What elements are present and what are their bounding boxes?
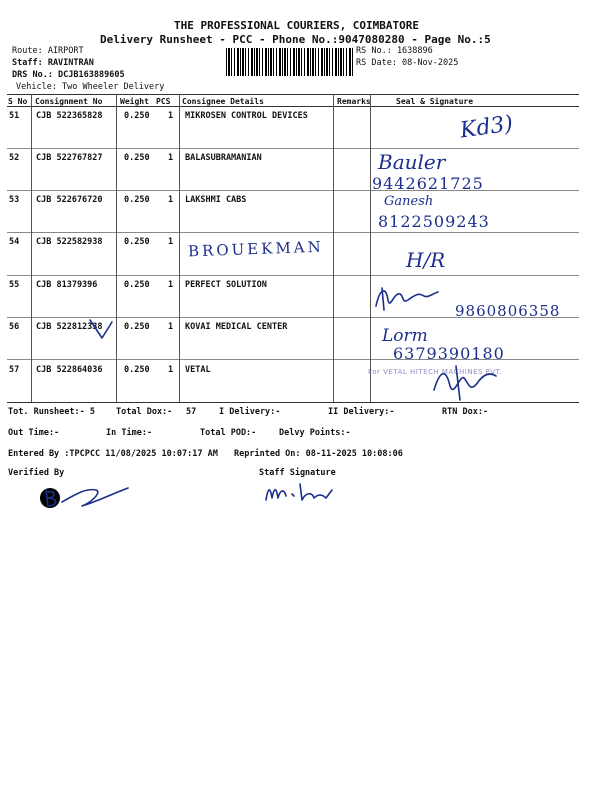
row-weight: 0.250 <box>124 365 150 375</box>
row-consignee: MIKROSEN CONTROL DEVICES <box>185 111 308 121</box>
row-pcs: 1 <box>168 280 174 290</box>
row-weight: 0.250 <box>124 237 150 247</box>
row57-signature <box>430 360 500 404</box>
row55-phone: 9860806358 <box>455 302 561 320</box>
vetal-company-stamp: For VETAL HITECH MACHINES PVT. <box>368 368 503 376</box>
row-pcs: 1 <box>168 111 174 121</box>
reprinted-on: Reprinted On: 08-11-2025 10:08:06 <box>234 449 403 459</box>
vehicle-label: Vehicle: Two Wheeler Delivery <box>16 82 165 92</box>
col-remarks: Remarks <box>337 97 371 106</box>
entered-by: Entered By :TPCPCC 11/08/2025 10:07:17 AM <box>8 449 218 459</box>
row-sno: 56 <box>9 322 20 332</box>
row-consignment: CJB 522767827 <box>36 153 103 163</box>
row53-phone: 8122509243 <box>378 212 490 231</box>
row-pcs: 1 <box>168 237 174 247</box>
barcode-image <box>226 48 354 76</box>
row-consignee: VETAL <box>185 365 211 375</box>
total-dox-value: 57 <box>186 407 197 417</box>
company-title: THE PROFESSIONAL COURIERS, COIMBATORE <box>174 19 420 32</box>
row-weight: 0.250 <box>124 280 150 290</box>
col-seal-signature: Seal & Signature <box>396 97 474 106</box>
rs-date: RS Date: 08-Nov-2025 <box>356 58 459 68</box>
row56-tick-mark <box>88 318 114 342</box>
row-weight: 0.250 <box>124 153 150 163</box>
col-consignee: Consignee Details <box>182 97 264 106</box>
rs-number: RS No.: 1638896 <box>356 46 433 56</box>
row53-signature: Ganesh <box>384 194 434 209</box>
row51-signature: Kd3) <box>458 111 515 144</box>
total-pod: Total POD:- <box>200 428 257 438</box>
ii-delivery: II Delivery:- <box>328 407 395 417</box>
row-consignment: CJB 522812338 <box>36 322 103 332</box>
drs-number: DRS No.: DCJB163889605 <box>12 70 125 80</box>
row-pcs: 1 <box>168 322 174 332</box>
row-consignment: CJB 81379396 <box>36 280 98 290</box>
row-sno: 53 <box>9 195 20 205</box>
in-time: In Time:- <box>106 428 153 438</box>
row52-phone: 9442621725 <box>372 174 484 193</box>
delvy-points: Delvy Points:- <box>279 428 351 438</box>
route-label: Route: AIRPORT <box>12 46 84 56</box>
col-consignment: Consignment No <box>35 97 103 106</box>
out-time: Out Time:- <box>8 428 60 438</box>
row56-phone: 6379390180 <box>393 344 505 363</box>
staff-signature <box>262 480 342 506</box>
row-consignee: KOVAI MEDICAL CENTER <box>185 322 288 332</box>
row-consignee: LAKSHMI CABS <box>185 195 247 205</box>
staff-signature-label: Staff Signature <box>259 468 336 478</box>
row-consignment: CJB 522864036 <box>36 365 103 375</box>
i-delivery: I Delivery:- <box>219 407 281 417</box>
row-sno: 57 <box>9 365 20 375</box>
verified-by-signature <box>36 478 132 514</box>
row-weight: 0.250 <box>124 111 150 121</box>
row-pcs: 1 <box>168 195 174 205</box>
row-weight: 0.250 <box>124 195 150 205</box>
row-consignment: CJB 522365828 <box>36 111 103 121</box>
row56-signature: Lorm <box>382 326 428 346</box>
row-sno: 54 <box>9 237 20 247</box>
col-pcs: PCS <box>156 97 171 106</box>
rtn-dox: RTN Dox:- <box>442 407 489 417</box>
verified-by-label: Verified By <box>8 468 65 478</box>
total-dox-label: Total Dox:- <box>116 407 173 417</box>
row-pcs: 1 <box>168 153 174 163</box>
row-weight: 0.250 <box>124 322 150 332</box>
row55-signature <box>372 282 442 314</box>
row-consignment: CJB 522676720 <box>36 195 103 205</box>
row-sno: 52 <box>9 153 20 163</box>
row-pcs: 1 <box>168 365 174 375</box>
row54-signature: H/R <box>406 248 446 272</box>
row-sno: 55 <box>9 280 20 290</box>
tot-runsheet: Tot. Runsheet:- 5 <box>8 407 95 417</box>
col-weight: Weight <box>120 97 149 106</box>
row-consignee: BALASUBRAMANIAN <box>185 153 262 163</box>
staff-label: Staff: RAVINTRAN <box>12 58 94 68</box>
row-consignee: PERFECT SOLUTION <box>185 280 267 290</box>
col-sno: S No <box>8 97 28 106</box>
runsheet-subtitle: Delivery Runsheet - PCC - Phone No.:9047080280 - Page No.:5 <box>100 33 491 46</box>
row-consignment: CJB 522582938 <box>36 237 103 247</box>
row52-signature: Bauler <box>378 150 446 174</box>
row54-handwritten-consignee: BROUEKMAN <box>187 237 325 261</box>
row-sno: 51 <box>9 111 20 121</box>
